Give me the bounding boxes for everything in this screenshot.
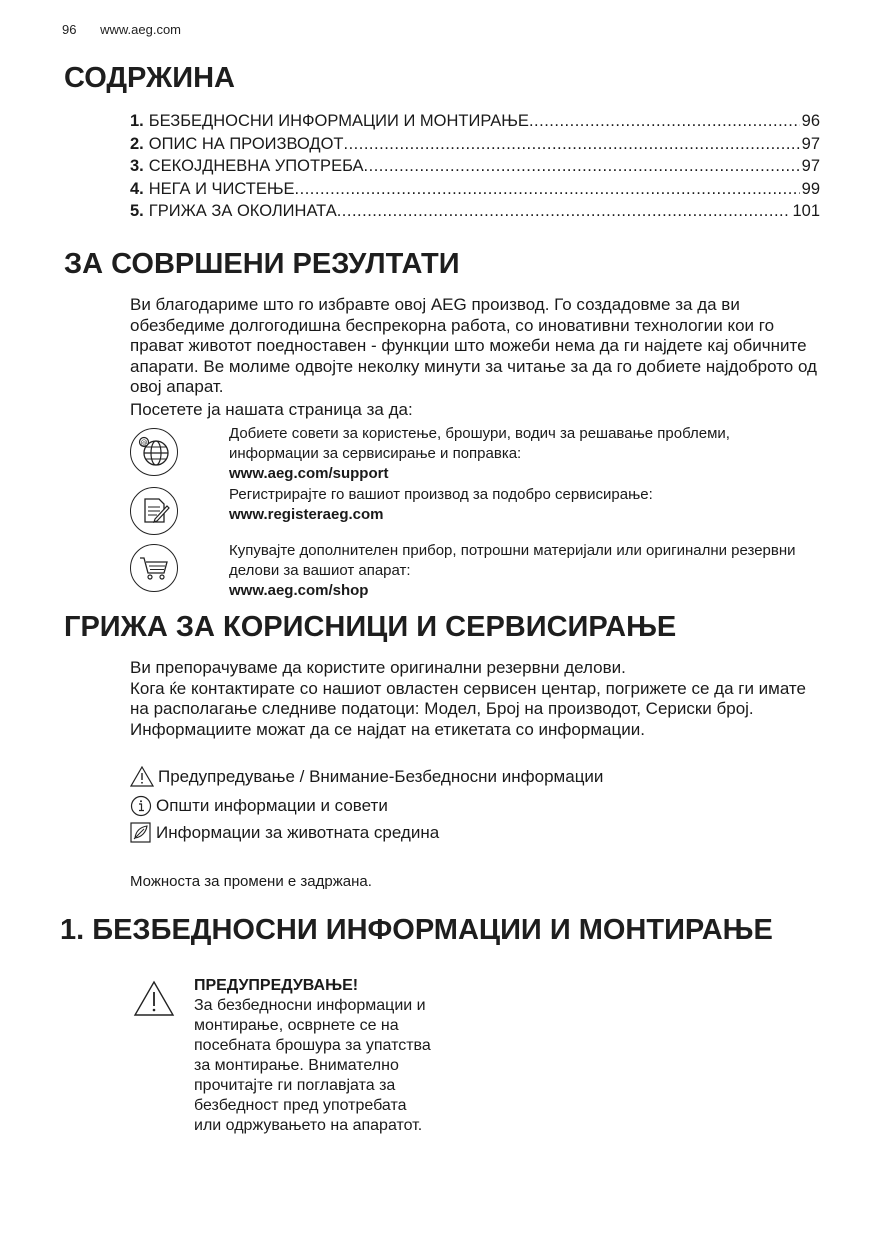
warning-icon	[130, 766, 154, 787]
support-link[interactable]: www.aeg.com/support	[229, 465, 389, 482]
service-text: Добиете совети за користење, брошури, водич за решавање проблеми, информации за сервисирање и поправка:	[229, 425, 730, 462]
legend-text: Информации за животната средина	[156, 822, 440, 842]
toc-item[interactable]: 1. БЕЗБЕДНОСНИ ИНФОРМАЦИИ И МОНТИРАЊЕ ..... 96	[130, 110, 820, 133]
care-title: ГРИЖА ЗА КОРИСНИЦИ И СЕРВИСИРАЊЕ	[64, 611, 677, 643]
intro-paragraph: Ви благодариме што го избравте овој AEG производ. Го создадовме за да ви обезбедиме долгогодишна беспрекорна работа, со иновативни технологии кои го прават животот поедноставен - функции што можеби нема да ги најдете кај обичните апарати. Ве молиме одвојте неколку минути за читање за да го добиете најдоброто од овој апарат.	[130, 295, 817, 396]
svg-text:@: @	[140, 439, 148, 447]
leaf-icon	[130, 822, 152, 843]
change-notice: Можноста за промени е задржана.	[130, 873, 372, 890]
register-link[interactable]: www.registeraeg.com	[229, 506, 384, 523]
toc-item[interactable]: 3. СЕКОЈДНЕВНА УПОТРЕБА ..... 97	[130, 155, 820, 178]
legend-warning	[130, 766, 603, 787]
care-text	[130, 658, 820, 740]
service-text: Купувајте дополнителен прибор, потрошни материјали или оригинални резервни делови за вашиот апарат:	[229, 542, 796, 579]
toc-item[interactable]: 5. ГРИЖА ЗА ОКОЛИНАТА ..... 101	[130, 200, 820, 223]
warning-title: ПРЕДУПРЕДУВАЊЕ!	[194, 977, 359, 994]
globe-icon	[130, 428, 178, 476]
register-icon	[130, 487, 178, 535]
service-text: Регистрирајте го вашиот производ за подобро сервисирање:	[229, 486, 653, 503]
care-paragraph: Информациите можат да се најдат на етикетата со информации.	[130, 719, 645, 739]
cart-icon	[130, 544, 178, 592]
legend-info	[130, 795, 388, 817]
page-header	[62, 22, 181, 37]
results-title: ЗА СОВРШЕНИ РЕЗУЛТАТИ	[64, 248, 460, 280]
legend-text: Предупредување / Внимание-Безбедносни информации	[158, 766, 604, 786]
site-url[interactable]: www.aeg.com	[100, 22, 182, 37]
warning-icon	[133, 980, 175, 1017]
toc-item[interactable]: 2. ОПИС НА ПРОИЗВОДОТ ..... 97	[130, 133, 820, 156]
shop-link[interactable]: www.aeg.com/shop	[229, 582, 369, 599]
info-icon	[130, 795, 152, 817]
legend-text: Општи информации и совети	[156, 796, 388, 815]
safety-title: 1. БЕЗБЕДНОСНИ ИНФОРМАЦИИ И МОНТИРАЊЕ	[60, 914, 773, 946]
care-paragraph: Кога ќе контактирате со нашиот овластен сервисен центар, погрижете се да ги имате на располагање следниве податоци: Модел, Број на производот, Сериски број.	[130, 678, 806, 718]
visit-text: Посетете ја нашата страница за да:	[130, 400, 413, 419]
toc-title: СОДРЖИНА	[64, 62, 235, 94]
warning-text: За безбедносни информации и монтирање, осврнете се на посебната брошура за упатства за монтирање. Внимателно прочитајте ги поглавјата за безбедност пред употребата или одржувањето на апаратот.	[194, 997, 431, 1134]
care-paragraph: Ви препорачуваме да користите оригинални резервни делови.	[130, 658, 626, 677]
table-of-contents	[130, 110, 820, 223]
toc-item[interactable]: 4. НЕГА И ЧИСТЕЊЕ ..... 99	[130, 178, 820, 201]
legend-environment	[130, 822, 439, 843]
page-number: 96	[62, 22, 77, 37]
